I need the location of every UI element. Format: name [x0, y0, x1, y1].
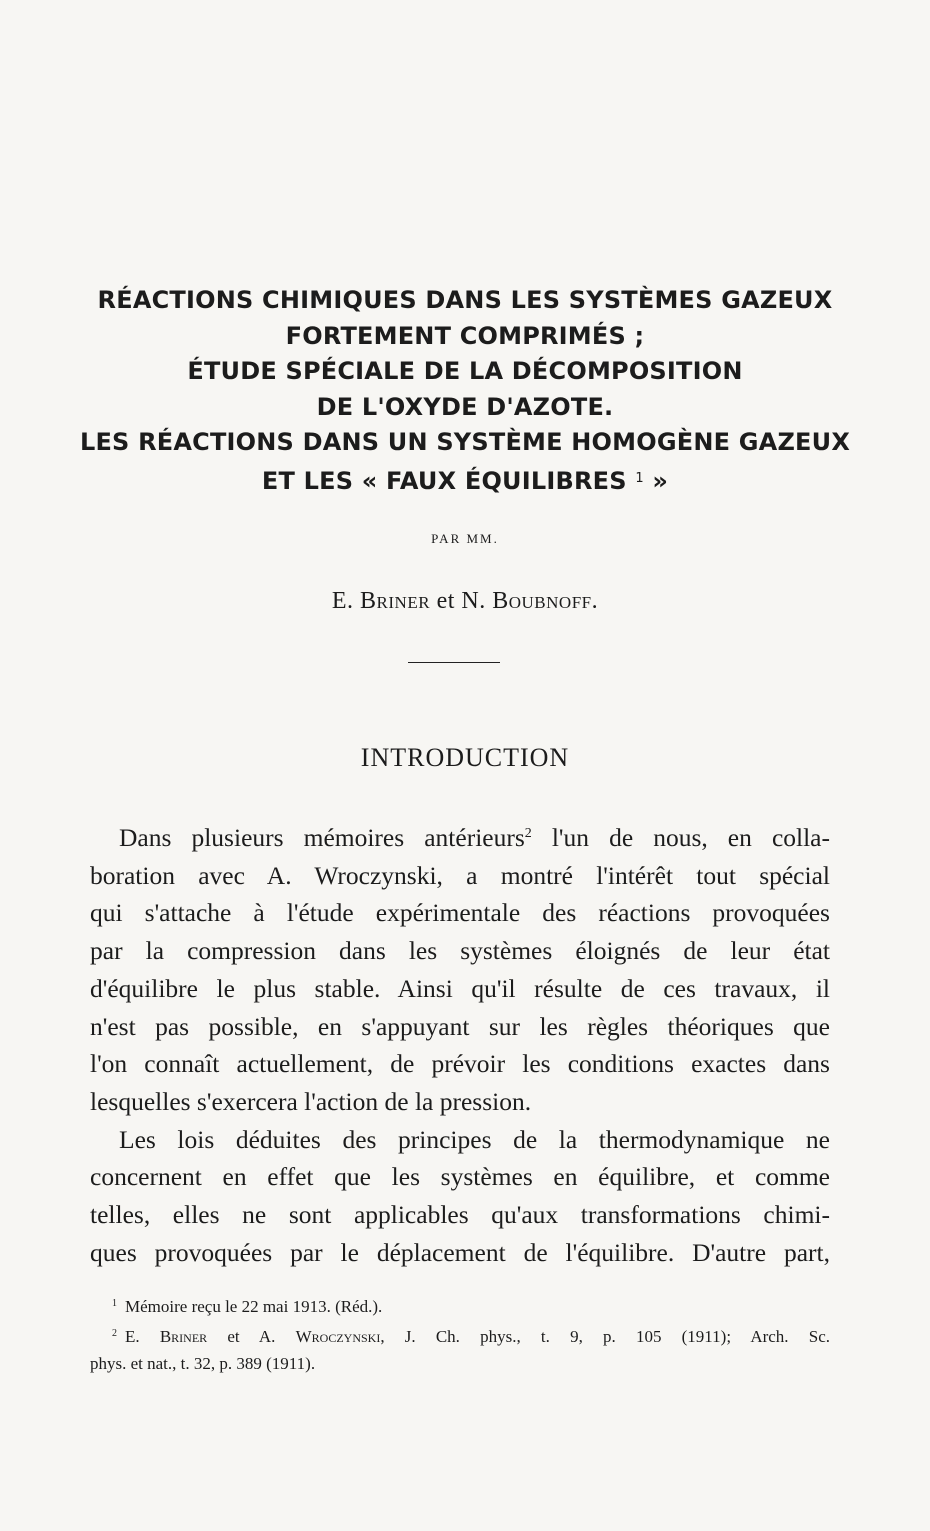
authors: [0, 588, 930, 615]
title-line-6-text: ET LES « FAUX ÉQUILIBRES: [261, 466, 627, 495]
paragraph-1-line-4: par la compression dans les systèmes éloignés de leur état: [90, 936, 830, 966]
title-line-5: LES RÉACTIONS DANS UN SYSTÈME HOMOGÈNE GAZEUX: [79, 428, 851, 456]
byline-par: PAR MM.: [431, 531, 499, 546]
paragraph-1-line-2: boration avec A. Wroczynski, a montré l'intérêt tout spécial: [90, 860, 830, 890]
paragraph-2-line-2: concernent en effet que les systèmes en équilibre, et comme: [90, 1162, 830, 1192]
title-footnote-ref: 1: [635, 470, 644, 486]
article-title: [60, 283, 870, 499]
title-line-3: ÉTUDE SPÉCIALE DE LA DÉCOMPOSITION: [187, 357, 743, 385]
p1-line1-after: l'un de nous, en colla-: [531, 823, 830, 852]
paragraph-1-line-1: [90, 815, 830, 857]
body-text: [90, 815, 830, 1271]
title-line-1: RÉACTIONS CHIMIQUES DANS LES SYSTÈMES GAZEUX: [97, 286, 833, 314]
author1-initial: E.: [331, 588, 354, 614]
section-heading: INTRODUCTION: [360, 743, 570, 772]
footnotes: [90, 1290, 830, 1377]
author2-initial: N.: [461, 588, 486, 614]
title-line-2: FORTEMENT COMPRIMÉS ;: [285, 321, 645, 350]
paragraph-1-line-6: n'est pas possible, en s'appuyant sur les règles théoriques que: [90, 1011, 830, 1041]
author1-name: Briner: [360, 588, 431, 614]
footnote-2-rest: , J. Ch. phys., t. 9, p. 105 (1911); Arch. Sc.: [380, 1327, 830, 1346]
footnote-2-author2: Wroczynski: [295, 1327, 381, 1346]
footnote-ref-2: 2: [524, 826, 532, 841]
separator-rule: [408, 662, 500, 663]
author-conjunction: et: [436, 588, 455, 614]
paragraph-2-line-1: Les lois déduites des principes de la thermodynamique ne: [119, 1124, 830, 1154]
footnote-1-text: Mémoire reçu le 22 mai 1913. (Réd.).: [125, 1297, 383, 1316]
footnote-2-line-1: [90, 1320, 830, 1350]
paragraph-1-line-3: qui s'attache à l'étude expérimentale des réactions provoquées: [90, 898, 830, 928]
paragraph-1-line-7: l'on connaît actuellement, de prévoir les conditions exactes dans: [90, 1049, 830, 1079]
title-line-4: DE L'OXYDE D'AZOTE.: [316, 392, 614, 421]
footnote-1: [90, 1290, 830, 1320]
footnote-2-author1: E. Briner: [125, 1327, 208, 1346]
footnote-1-mark: 1: [112, 1298, 117, 1309]
paragraph-2-line-3: telles, elles ne sont applicables qu'aux transformations chimi-: [90, 1200, 830, 1230]
footnote-2-line-2: phys. et nat., t. 32, p. 389 (1911).: [90, 1354, 316, 1373]
author2-name: Boubnoff.: [492, 588, 599, 614]
title-line-6: [60, 461, 870, 500]
paragraph-2-line-4: ques provoquées par le déplacement de l'équilibre. D'autre part,: [90, 1237, 830, 1267]
footnote-2-mid: et A.: [207, 1327, 296, 1346]
title-closing-quote: »: [652, 466, 669, 495]
paragraph-1-line-5: d'équilibre le plus stable. Ainsi qu'il résulte de ces travaux, il: [90, 973, 830, 1003]
footnote-2-mark: 2: [112, 1328, 117, 1339]
p1-line1-before: Dans plusieurs mémoires antérieurs: [119, 823, 525, 852]
paragraph-1-line-8: lesquelles s'exercera l'action de la pression.: [90, 1086, 532, 1116]
